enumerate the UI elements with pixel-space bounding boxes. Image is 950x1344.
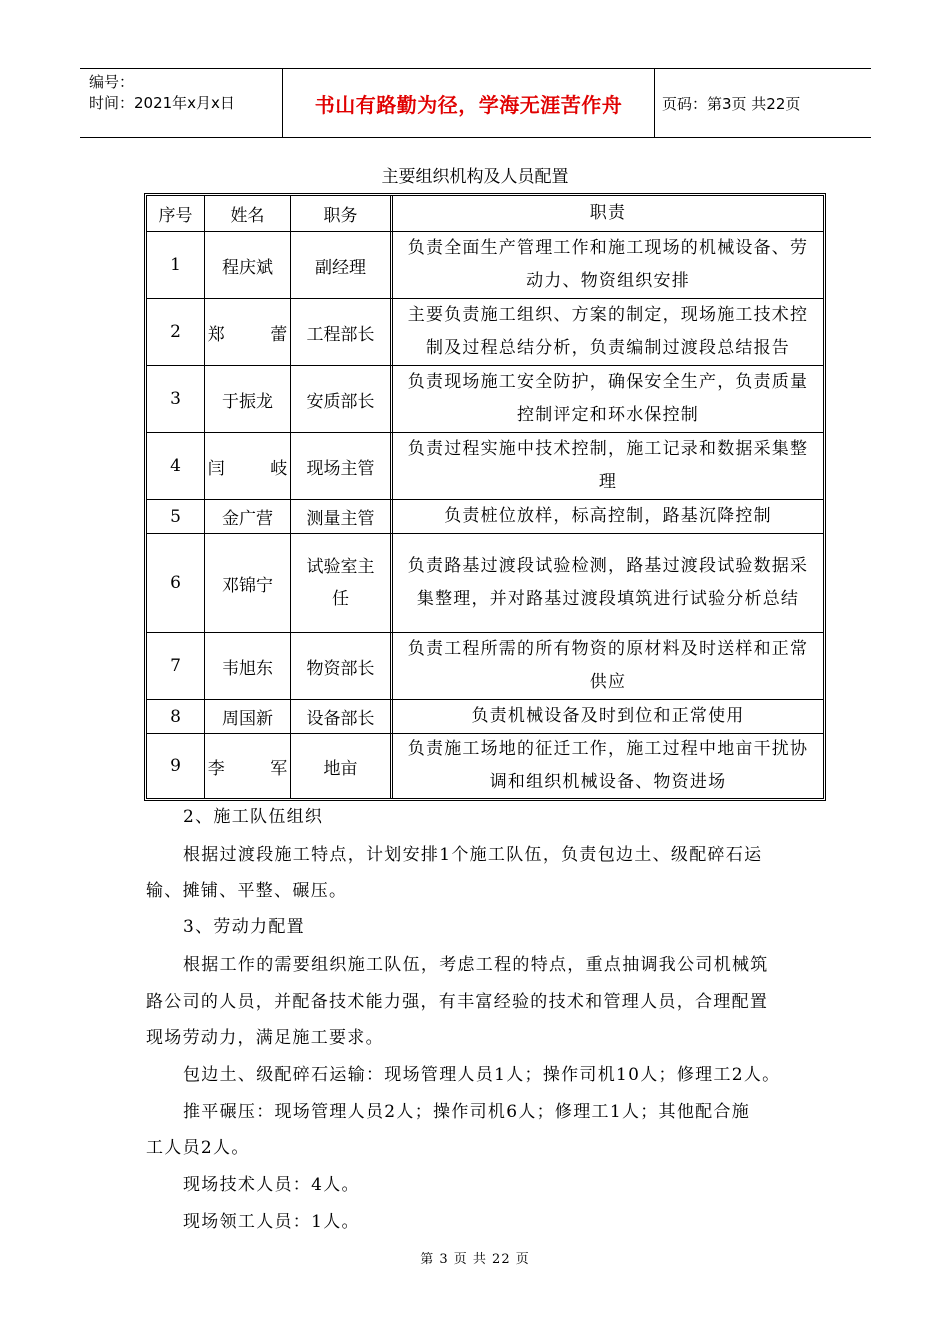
row-position: 物资部长: [290, 633, 390, 699]
paragraph: 工人员2人。: [146, 1138, 250, 1158]
row-name: 韦旭东: [204, 633, 290, 699]
row-no: 1: [170, 255, 181, 275]
row-position: 试验室主任: [290, 534, 390, 632]
row-duty: 负责桩位放样，标高控制，路基沉降控制: [390, 500, 823, 533]
row-duty: 负责机械设备及时到位和正常使用: [390, 700, 823, 733]
row-name: 闫 岐: [204, 433, 290, 499]
table-row: [147, 499, 823, 533]
paragraph: 包边土、级配碎石运输：现场管理人员1人；操作司机10人；修理工2人。: [183, 1065, 781, 1085]
row-no: 6: [170, 573, 181, 593]
row-position: 副经理: [290, 232, 390, 298]
row-position: 现场主管: [290, 433, 390, 499]
row-duty: 负责路基过渡段试验检测，路基过渡段试验数据采集整理，并对路基过渡段填筑进行试验分析总结: [390, 534, 823, 632]
section-3-title: 3、劳动力配置: [183, 917, 305, 937]
row-no: 9: [170, 756, 181, 776]
header-left: [80, 69, 282, 137]
row-position: 安质部长: [290, 366, 390, 432]
row-no: 7: [170, 656, 181, 676]
paragraph: 现场劳动力，满足施工要求。: [146, 1028, 384, 1048]
paragraph: 路公司的人员，并配备技术能力强，有丰富经验的技术和管理人员，合理配置: [146, 992, 769, 1012]
row-position: 设备部长: [290, 700, 390, 733]
row-duty: 主要负责施工组织、方案的制定，现场施工技术控制及过程总结分析，负责编制过渡段总结报告: [390, 299, 823, 365]
row-duty: 负责施工场地的征迁工作，施工过程中地亩干扰协调和组织机械设备、物资进场: [390, 734, 823, 798]
table-row: [147, 432, 823, 499]
row-name: 邓锦宁: [204, 534, 290, 632]
header-duty: 职责: [390, 196, 823, 231]
row-name: 周国新: [204, 700, 290, 733]
row-duty: 负责过程实施中技术控制，施工记录和数据采集整理: [390, 433, 823, 499]
paragraph: 现场技术人员：4人。: [183, 1175, 360, 1195]
row-duty: 负责工程所需的所有物资的原材料及时送样和正常供应: [390, 633, 823, 699]
row-no: 2: [170, 322, 181, 342]
header-position: 职务: [290, 196, 390, 231]
code-label: 编号：: [89, 73, 135, 91]
paragraph: 输、摊铺、平整、碾压。: [146, 881, 348, 901]
row-name: 于振龙: [204, 366, 290, 432]
header-no: 序号: [158, 206, 193, 226]
row-name: 程庆斌: [204, 232, 290, 298]
table-row: [147, 733, 823, 798]
row-no: 8: [170, 706, 181, 727]
row-position: 地亩: [290, 734, 390, 798]
row-no: 5: [170, 506, 181, 527]
row-name: 李 军: [204, 734, 290, 798]
row-position: 测量主管: [290, 500, 390, 533]
motto: 书山有路勤为径，学海无涯苦作舟: [314, 92, 623, 117]
staff-table: [144, 193, 826, 801]
row-name: 郑 蕾: [204, 299, 290, 365]
page-info: 页码：第3页 共22页: [662, 94, 801, 113]
row-no: 3: [170, 389, 181, 409]
table-row: [147, 699, 823, 733]
row-duty: 负责现场施工安全防护，确保安全生产，负责质量控制评定和环水保控制: [390, 366, 823, 432]
table-row: [147, 231, 823, 298]
paragraph: 根据过渡段施工特点，计划安排1个施工队伍，负责包边土、级配碎石运: [183, 845, 763, 865]
paragraph: 推平碾压：现场管理人员2人；操作司机6人；修理工1人；其他配合施: [183, 1102, 751, 1122]
paragraph: 根据工作的需要组织施工队伍，考虑工程的特点，重点抽调我公司机械筑: [183, 955, 769, 975]
table-row: [147, 632, 823, 699]
table-title: 主要组织机构及人员配置: [381, 167, 569, 187]
row-position: 工程部长: [290, 299, 390, 365]
date-label: 时间：2021年x月x日: [89, 94, 235, 112]
row-duty: 负责全面生产管理工作和施工现场的机械设备、劳动力、物资组织安排: [390, 232, 823, 298]
section-2-title: 2、施工队伍组织: [183, 807, 324, 827]
page-footer: 第 3 页 共 22 页: [420, 1252, 530, 1267]
header-name: 姓名: [204, 196, 290, 231]
table-row: [147, 533, 823, 632]
table-header-row: [147, 196, 823, 231]
row-no: 4: [170, 456, 181, 476]
page-header: [80, 68, 871, 138]
table-row: [147, 298, 823, 365]
row-name: 金广营: [204, 500, 290, 533]
divider: [654, 69, 655, 137]
paragraph: 现场领工人员：1人。: [183, 1212, 360, 1232]
table-row: [147, 365, 823, 432]
